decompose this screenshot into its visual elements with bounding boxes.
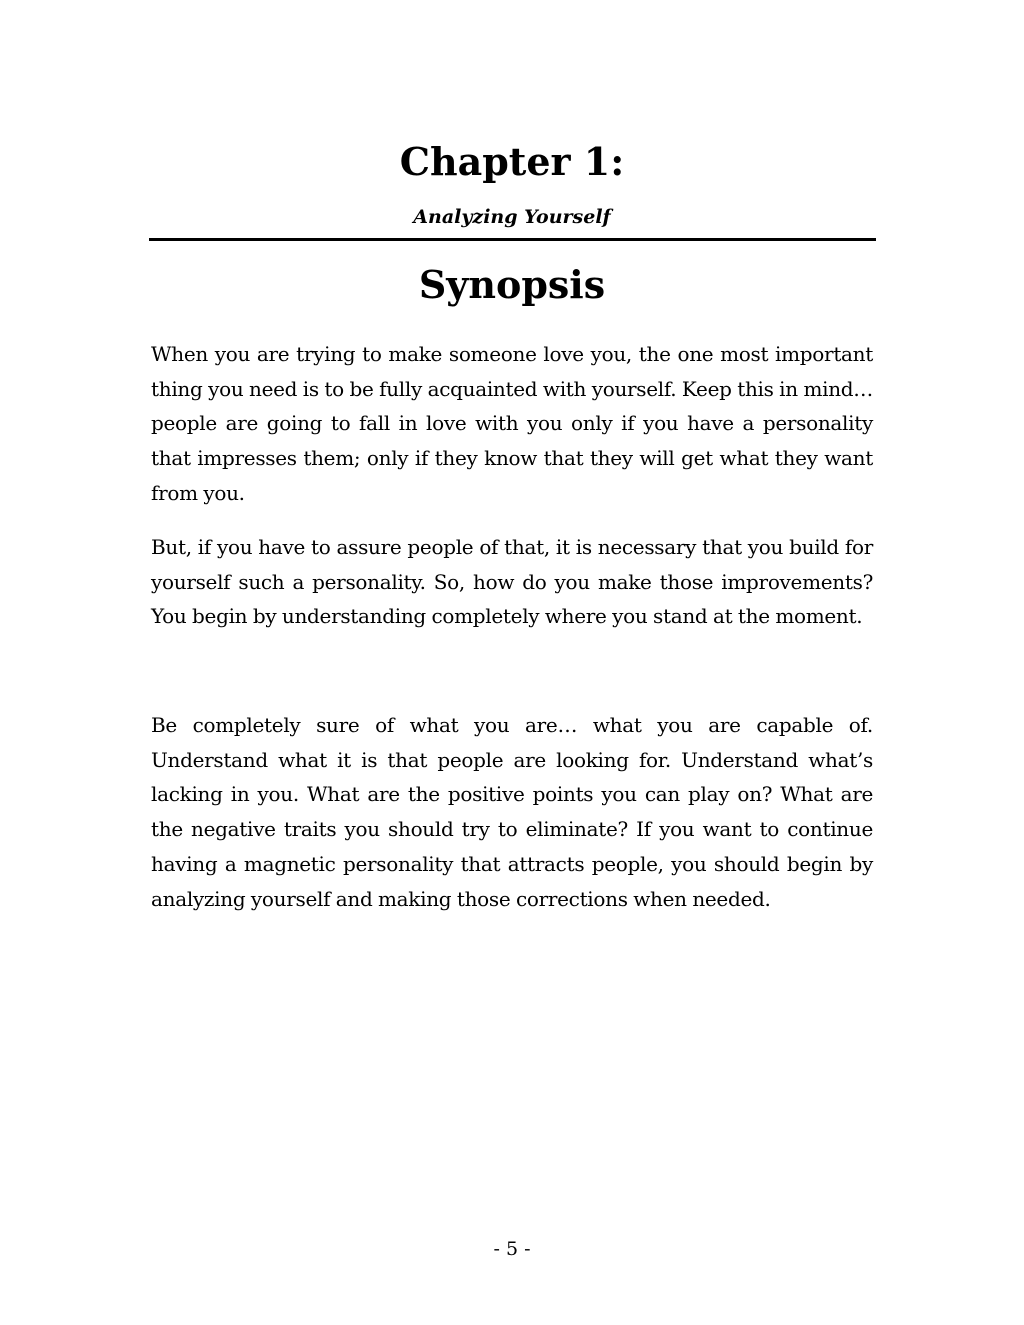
page-number: - 5 - <box>493 1238 531 1260</box>
title-divider <box>149 238 876 241</box>
body-paragraph-3: Be completely sure of what you are… what you are capable of. Understand what it is that people are looking for. Understand what’s lacking in you. What are the positive points you can play on? What are the negative traits you should try to eliminate? If you want to continue having a magnetic personality that attracts people, you should begin by analyzing yourself and making those corrections when needed. <box>151 713 873 911</box>
chapter-subtitle: Analyzing Yourself <box>413 206 611 228</box>
body-paragraph-1: When you are trying to make someone love you, the one most important thing you need is to be fully acquainted with yourself. Keep this in mind… people are going to fall in love with you only if you have a personality that impresses them; only if they know that they will get what they want from you. <box>151 342 873 505</box>
section-heading: Synopsis <box>418 262 606 307</box>
chapter-title: Chapter 1: <box>399 139 625 184</box>
body-paragraph-2: But, if you have to assure people of that, it is necessary that you build for yourself such a personality. So, how do you make those improvements? You begin by understanding completely where you stand at the moment. <box>151 535 873 629</box>
